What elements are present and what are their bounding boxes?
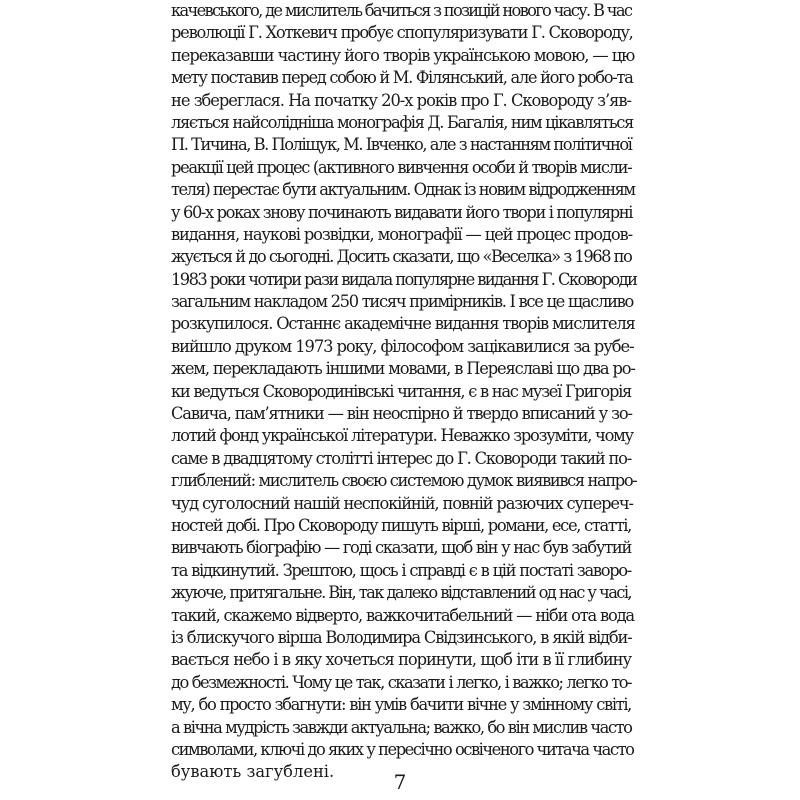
text-line: жуюче, притягальне. Він, так далеко відставлений од нас у часі,	[171, 583, 631, 603]
text-line: революції Г. Хоткевич пробує спопуляризувати Г. Сковороду,	[171, 23, 633, 43]
text-line: до безмежності. Чому це так, сказати і легко, і важко; легко то-	[171, 672, 631, 692]
text-line: переказавши частину його творів українською мовою, — цю	[171, 45, 635, 65]
text-line: вийшло друком 1973 року, філософом зацікавилися за рубе-	[171, 336, 634, 356]
text-line: не збереглася. На початку 20-х років про Г. Сковороду з’яв-	[171, 90, 631, 110]
text-line: саме в двадцятому столітті інтерес до Г. Сковороди такий по-	[171, 448, 631, 468]
text-line: му, бо просто збагнути: він умів бачити вічне у змінному світі,	[171, 695, 631, 715]
text-line: глиблений: мислитель своєю системою думок виявився напро-	[171, 471, 637, 491]
text-line: реакції цей процес (активного вивчення особи й творів мисли-	[171, 157, 632, 177]
text-line: ляється найсолідніша монографія Д. Багалія, ним цікавляться	[171, 112, 633, 132]
body-text	[171, 0, 637, 784]
text-line: символами, ключі до яких у пересічно освіченого читача часто	[171, 739, 634, 759]
text-line: жується й до сьогодні. Досить сказати, що «Веселка» з 1968 по	[171, 247, 632, 267]
text-line: загальним накладом 250 тисяч примірників. І все це щасливо	[171, 292, 634, 312]
text-line: ностей добі. Про Сковороду пишуть вірші, романи, есе, статті,	[171, 515, 631, 535]
text-line: вивчають біографію — годі сказати, щоб він у нас був забутий	[171, 538, 631, 558]
text-line: теля) перестає бути актуальним. Однак із новим відродженням	[171, 180, 635, 200]
text-line: та відкинутий. Зрештою, щось і справді є в цій постаті заворо-	[171, 560, 631, 580]
text-line: качевського, де мислитель бачиться з позицій нового часу. В час	[171, 1, 632, 20]
text-line: вається небо і в яку хочеться поринути, щоб іти в її глибину	[171, 650, 631, 670]
text-line: у 60-х роках знову починають видавати його твори і популярні	[171, 202, 633, 222]
text-line: чуд суголосний нашій неспокійній, повній разючих супереч-	[171, 493, 633, 513]
text-line: бувають загублені.	[171, 762, 335, 782]
text-line: а вічна мудрість завжди актуальна; важко, бо він мислив часто	[171, 717, 632, 737]
text-line: 1983 роки чотири рази видала популярне видання Г. Сковороди	[171, 269, 637, 289]
text-line: лотий фонд української літератури. Неважко зрозуміти, чому	[171, 426, 633, 446]
text-line: П. Тичина, В. Поліщук, М. Івченко, але з настанням політичної	[171, 135, 632, 155]
text-line: із блискучого вірша Володимира Свідзинського, в якій відби-	[171, 627, 632, 647]
text-line: розкупилося. Останнє академічне видання творів мислителя	[171, 314, 635, 334]
text-line: мету поставив перед собою й М. Філянський, але його робо-та	[171, 68, 633, 88]
text-line: видання, наукові розвідки, монографії — цей процес продов-	[171, 224, 632, 244]
text-line: ки ведуться Сковородинівські читання, є в нас музеї Григорія	[171, 381, 631, 401]
text-line: жем, перекладають іншими мовами, в Переяславі що два ро-	[171, 359, 635, 379]
text-line: Савича, пам’ятники — він неоспірно й твердо вписаний у зо-	[171, 404, 632, 424]
text-line: такий, скажемо відверто, важкочитабельний — ніби ота вода	[171, 605, 634, 625]
page-number: 7	[393, 770, 407, 794]
